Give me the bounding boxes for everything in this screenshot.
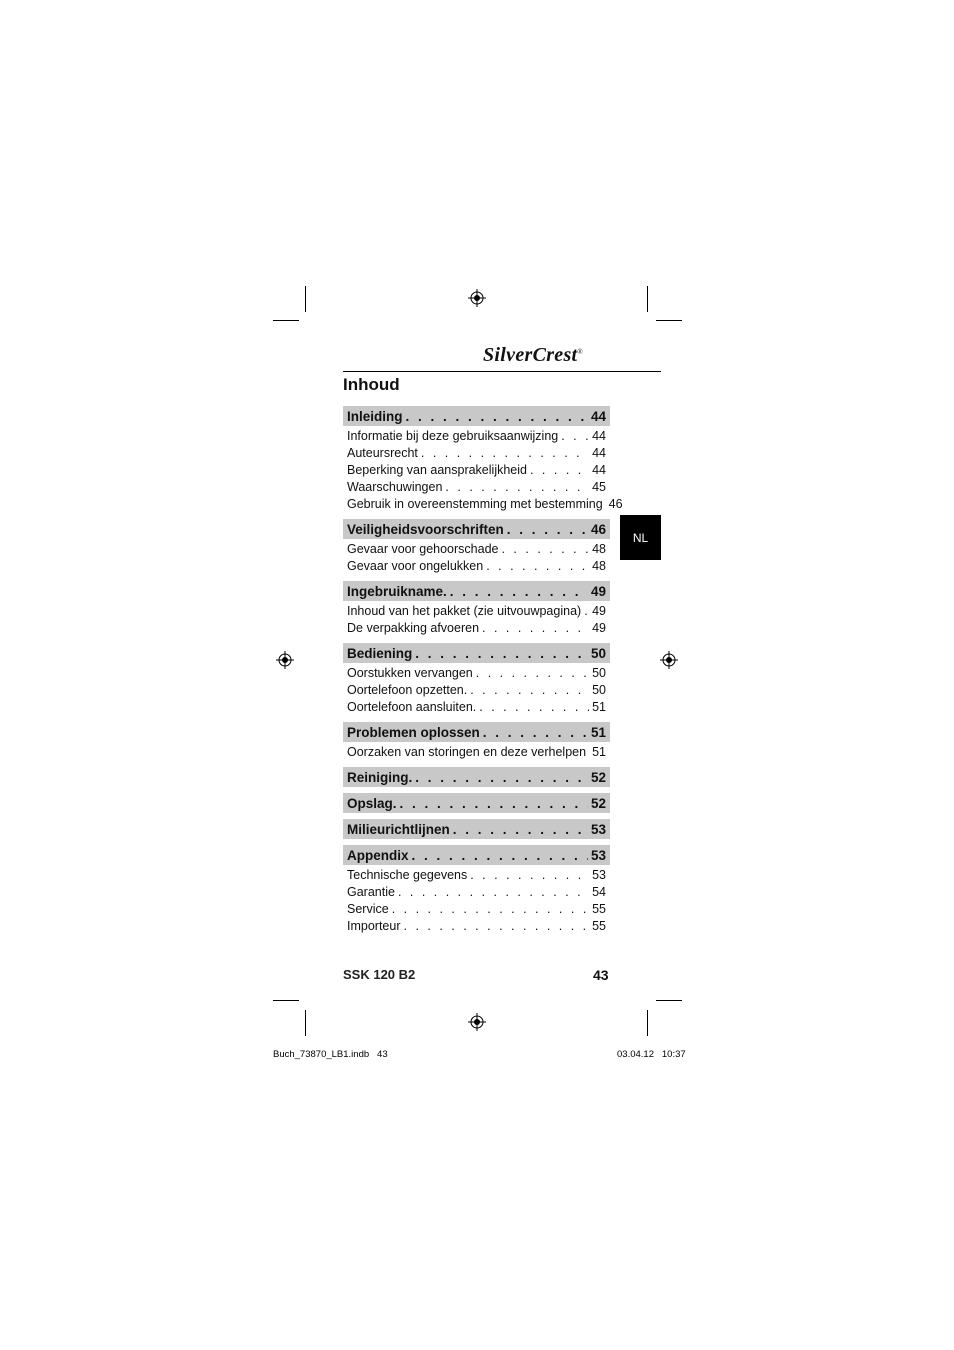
leader-dots bbox=[483, 725, 588, 740]
leader-dots bbox=[415, 770, 588, 785]
toc-entry-label: Oorzaken van storingen en deze verhelpen bbox=[347, 745, 587, 759]
toc-entry-page: 51 bbox=[592, 745, 606, 759]
toc-entry-page: 45 bbox=[592, 480, 606, 494]
leader-dots bbox=[400, 796, 588, 811]
toc-entry-label: Importeur bbox=[347, 919, 401, 933]
toc-entry-page: 50 bbox=[592, 683, 606, 697]
toc-entry bbox=[343, 558, 610, 575]
brand-logo bbox=[483, 344, 583, 367]
toc-entry-label: De verpakking afvoeren bbox=[347, 621, 480, 635]
leader-dots bbox=[406, 409, 588, 424]
leader-dots bbox=[507, 522, 588, 537]
toc-entry-label: Oortelefoon opzetten. bbox=[347, 683, 468, 697]
leader-dots bbox=[470, 682, 589, 699]
toc-entry-page: 53 bbox=[592, 868, 606, 882]
toc-entry-label: Oorstukken vervangen bbox=[347, 666, 473, 680]
toc-entry bbox=[343, 445, 610, 462]
toc-entry-label: Garantie bbox=[347, 885, 395, 899]
toc-section-label: Appendix bbox=[347, 847, 409, 863]
leader-dots bbox=[415, 646, 588, 661]
toc-subsection-list bbox=[343, 742, 610, 761]
toc-entry-page: 51 bbox=[592, 700, 606, 714]
crop-mark bbox=[656, 1000, 682, 1001]
logo-text: SilverCrest bbox=[483, 344, 578, 366]
toc-entry-label: Beperking van aansprakelijkheid bbox=[347, 463, 527, 477]
leader-dots bbox=[392, 901, 589, 918]
toc-entry-page: 50 bbox=[592, 666, 606, 680]
leader-dots bbox=[479, 699, 589, 716]
leader-dots bbox=[530, 462, 589, 479]
registration-mark-icon bbox=[468, 1013, 486, 1031]
toc-entry bbox=[343, 744, 610, 761]
toc-entry-page: 54 bbox=[592, 885, 606, 899]
toc-section bbox=[343, 845, 610, 865]
leader-dots bbox=[482, 620, 589, 637]
toc-section bbox=[343, 767, 610, 787]
language-tab: NL bbox=[620, 515, 661, 560]
toc-entry-label: Inhoud van het pakket (zie uitvouwpagina) bbox=[347, 604, 582, 618]
toc-entry bbox=[343, 699, 610, 716]
toc-section-page: 52 bbox=[590, 769, 606, 785]
toc-entry bbox=[343, 496, 623, 513]
toc-section-page: 50 bbox=[590, 645, 606, 661]
toc-entry-page: 44 bbox=[592, 446, 606, 460]
toc-entry-page: 48 bbox=[592, 542, 606, 556]
toc-section bbox=[343, 406, 610, 426]
registration-mark-icon bbox=[660, 651, 678, 669]
toc-section-label: Reiniging. bbox=[347, 769, 413, 785]
leader-dots bbox=[450, 584, 588, 599]
toc-section-label: Bediening bbox=[347, 645, 413, 661]
toc-entry bbox=[343, 603, 610, 620]
toc-section-page: 46 bbox=[590, 521, 606, 537]
page-title: Inhoud bbox=[343, 375, 400, 394]
toc-subsection-list bbox=[343, 865, 610, 935]
header-rule bbox=[343, 371, 661, 372]
toc-section-page: 44 bbox=[590, 408, 606, 424]
toc-entry-label: Gevaar voor gehoorschade bbox=[347, 542, 499, 556]
toc-entry bbox=[343, 620, 610, 637]
toc-entry-page: 55 bbox=[592, 902, 606, 916]
toc-section bbox=[343, 581, 610, 601]
toc-entry-label: Auteursrecht bbox=[347, 446, 418, 460]
toc-entry-label: Technische gegevens bbox=[347, 868, 468, 882]
toc-entry-page: 44 bbox=[592, 429, 606, 443]
toc-entry-label: Service bbox=[347, 902, 389, 916]
leader-dots bbox=[561, 428, 589, 445]
toc-entry-label: Gebruik in overeenstemming met bestemming bbox=[347, 497, 603, 511]
leader-dots bbox=[584, 603, 589, 620]
toc-entry-page: 49 bbox=[592, 604, 606, 618]
toc-entry-page: 55 bbox=[592, 919, 606, 933]
toc-entry-label: Waarschuwingen bbox=[347, 480, 443, 494]
leader-dots bbox=[470, 867, 589, 884]
toc-entry bbox=[343, 665, 610, 682]
leader-dots bbox=[453, 822, 588, 837]
leader-dots bbox=[398, 884, 589, 901]
toc-section-page: 53 bbox=[590, 847, 606, 863]
crop-mark bbox=[647, 286, 648, 312]
registered-mark: ® bbox=[577, 348, 584, 356]
page-number: 43 bbox=[593, 967, 609, 983]
table-of-contents bbox=[343, 406, 623, 935]
leader-dots bbox=[412, 848, 588, 863]
crop-mark bbox=[305, 286, 306, 312]
toc-section-label: Ingebruikname. bbox=[347, 583, 447, 599]
toc-entry bbox=[343, 479, 610, 496]
toc-subsection-list bbox=[343, 663, 610, 716]
crop-mark bbox=[305, 1010, 306, 1036]
leader-dots bbox=[476, 665, 589, 682]
leader-dots bbox=[404, 918, 590, 935]
registration-mark-icon bbox=[276, 651, 294, 669]
toc-section-label: Milieurichtlijnen bbox=[347, 821, 450, 837]
toc-entry bbox=[343, 884, 610, 901]
toc-entry-label: Oortelefoon aansluiten. bbox=[347, 700, 477, 714]
toc-entry-page: 48 bbox=[592, 559, 606, 573]
toc-entry-label: Informatie bij deze gebruiksaanwijzing bbox=[347, 429, 559, 443]
toc-subsection-list bbox=[343, 426, 623, 513]
toc-section-page: 52 bbox=[590, 795, 606, 811]
crop-mark bbox=[656, 320, 682, 321]
toc-section-label: Problemen oplossen bbox=[347, 724, 480, 740]
leader-dots bbox=[486, 558, 589, 575]
toc-section bbox=[343, 722, 610, 742]
crop-mark bbox=[273, 1000, 299, 1001]
toc-entry-label: Gevaar voor ongelukken bbox=[347, 559, 484, 573]
registration-mark-icon bbox=[468, 289, 486, 307]
toc-entry bbox=[343, 901, 610, 918]
toc-section-page: 49 bbox=[590, 583, 606, 599]
print-slug-date: 03.04.12 10:37 bbox=[617, 1049, 686, 1060]
toc-entry bbox=[343, 462, 610, 479]
toc-section-page: 51 bbox=[590, 724, 606, 740]
footer-model: SSK 120 B2 bbox=[343, 967, 416, 982]
toc-section-label: Opslag. bbox=[347, 795, 397, 811]
toc-entry bbox=[343, 918, 610, 935]
toc-entry-page: 49 bbox=[592, 621, 606, 635]
leader-dots bbox=[501, 541, 589, 558]
crop-mark bbox=[647, 1010, 648, 1036]
toc-section bbox=[343, 819, 610, 839]
toc-section bbox=[343, 793, 610, 813]
toc-entry bbox=[343, 428, 610, 445]
toc-subsection-list bbox=[343, 601, 610, 637]
leader-dots bbox=[421, 445, 589, 462]
toc-section-label: Inleiding bbox=[347, 408, 403, 424]
toc-section bbox=[343, 519, 610, 539]
toc-section-page: 53 bbox=[590, 821, 606, 837]
toc-section bbox=[343, 643, 610, 663]
toc-entry-page: 46 bbox=[608, 497, 623, 511]
toc-entry bbox=[343, 867, 610, 884]
toc-entry bbox=[343, 682, 610, 699]
print-slug-file: Buch_73870_LB1.indb 43 bbox=[273, 1049, 388, 1060]
toc-subsection-list bbox=[343, 539, 610, 575]
toc-section-label: Veiligheidsvoorschriften bbox=[347, 521, 504, 537]
toc-entry bbox=[343, 541, 610, 558]
toc-entry-page: 44 bbox=[592, 463, 606, 477]
leader-dots bbox=[445, 479, 589, 496]
crop-mark bbox=[273, 320, 299, 321]
